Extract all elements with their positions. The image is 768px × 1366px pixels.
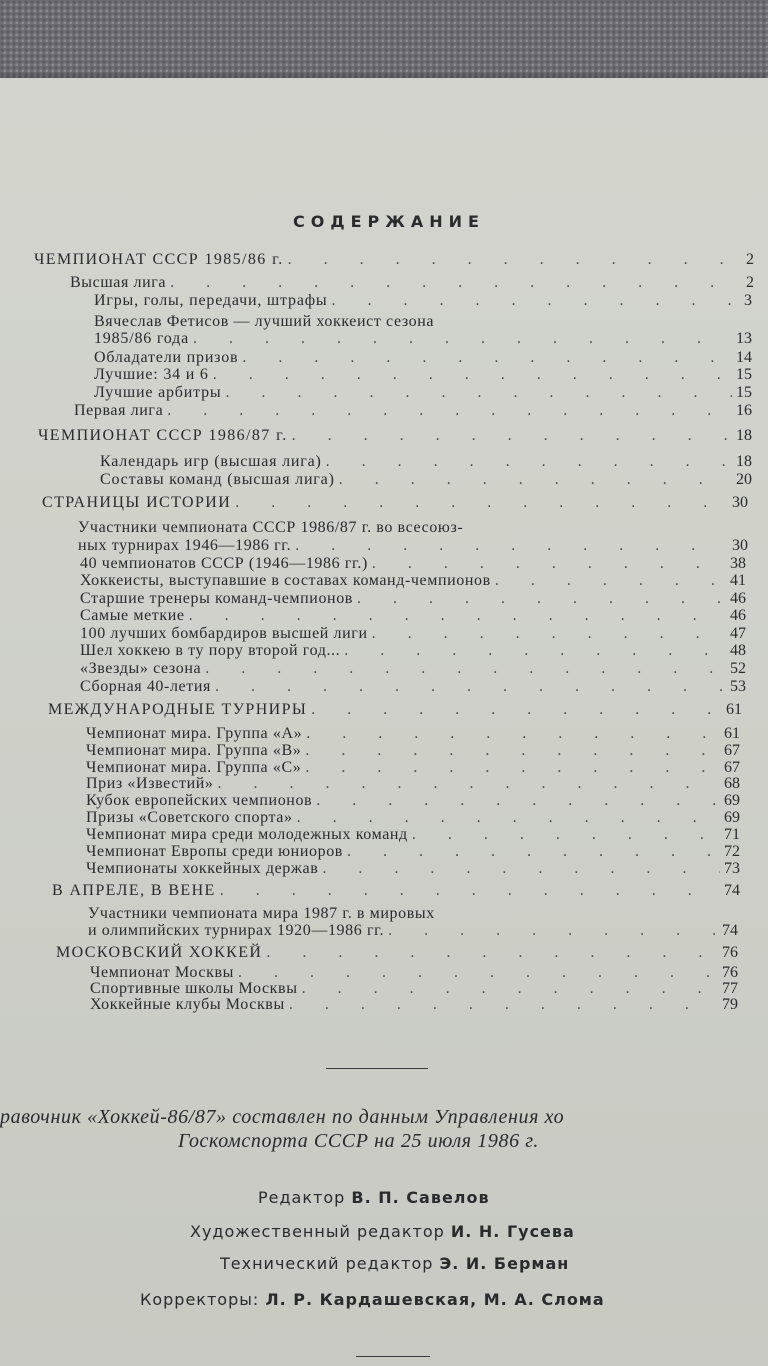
toc-entry: ных турнирах 1946—1986 гг. . . . 30 bbox=[78, 537, 748, 557]
toc-entry-line: Вячеслав Фетисов — лучший хоккеист сезона bbox=[94, 313, 435, 330]
toc-entry-line: Участники чемпионата СССР 1986/87 г. во всесоюз- bbox=[78, 519, 464, 536]
toc-entry: Высшая лига . . . 2 bbox=[70, 274, 754, 294]
toc-entry: «Звезды» сезона . . . 52 bbox=[80, 660, 746, 680]
credit-editor: Редактор В. П. Савелов bbox=[258, 1188, 490, 1207]
toc-entry-line: Участники чемпионата мира 1987 г. в мировых bbox=[88, 905, 435, 922]
toc-entry: Шел хоккею в ту пору второй год... . . . 48 bbox=[80, 642, 746, 662]
toc-entry: 40 чемпионатов СССР (1946—1986 гг.) . . . 38 bbox=[80, 555, 746, 575]
toc-section-moscow: МОСКОВСКИЙ ХОККЕЙ . . . 76 bbox=[56, 944, 738, 964]
toc-entry: Игры, голы, передачи, штрафы . . . 3 bbox=[94, 292, 752, 312]
reference-note-line-1: равочник «Хоккей-86/87» составлен по данным Управления хо bbox=[0, 1106, 565, 1128]
toc-entry: Хоккейные клубы Москвы . . . 79 bbox=[90, 996, 738, 1016]
toc-entry: Календарь игр (высшая лига) . . . 18 bbox=[100, 453, 752, 473]
toc-entry: Сборная 40-летия . . . 53 bbox=[80, 678, 746, 698]
toc-section-history: СТРАНИЦЫ ИСТОРИИ . . . 30 bbox=[42, 494, 748, 514]
toc-entry: Чемпионат мира. Группа «В» . . . 67 bbox=[86, 742, 740, 762]
toc-entry: 1985/86 года . . . 13 bbox=[94, 330, 752, 350]
toc-entry: Кубок европейских чемпионов . . . 69 bbox=[86, 792, 740, 812]
toc-entry: Лучшие: 34 и 6 . . . 15 bbox=[94, 366, 752, 386]
contents-heading: СОДЕРЖАНИЕ bbox=[293, 212, 485, 231]
divider-bottom bbox=[356, 1356, 430, 1357]
book-page bbox=[0, 78, 768, 1366]
toc-entry: Чемпионат мира. Группа «А» . . . 61 bbox=[86, 725, 740, 745]
background-fabric bbox=[0, 0, 768, 84]
toc-entry: 100 лучших бомбардиров высшей лиги . . . 47 bbox=[80, 625, 746, 645]
toc-section-vienna: В АПРЕЛЕ, В ВЕНЕ . . . 74 bbox=[52, 882, 740, 902]
toc-entry: Старшие тренеры команд-чемпионов . . . 46 bbox=[80, 590, 746, 610]
credit-tech-editor: Технический редактор Э. И. Берман bbox=[220, 1254, 570, 1273]
toc-entry: Приз «Известий» . . . 68 bbox=[86, 775, 740, 795]
toc-entry: Призы «Советского спорта» . . . 69 bbox=[86, 809, 740, 829]
toc-entry: Чемпионаты хоккейных держав . . . 73 bbox=[86, 860, 740, 880]
toc-entry: Составы команд (высшая лига) . . . 20 bbox=[100, 471, 752, 491]
credit-proofreaders: Корректоры: Л. Р. Кардашевская, М. А. Слома bbox=[140, 1290, 605, 1309]
toc-entry: Обладатели призов . . . 14 bbox=[94, 349, 752, 369]
toc-entry: Хоккеисты, выступавшие в составах команд-чемпионов . . . 41 bbox=[80, 572, 746, 592]
divider bbox=[326, 1068, 428, 1069]
toc-entry: и олимпийских турнирах 1920—1986 гг. . . . 74 bbox=[88, 922, 738, 942]
toc-entry: Лучшие арбитры . . . 15 bbox=[94, 384, 752, 404]
toc-entry: Чемпионат Москвы . . . 76 bbox=[90, 964, 738, 984]
toc-entry: Чемпионат мира. Группа «С» . . . 67 bbox=[86, 759, 740, 779]
credit-art-editor: Художественный редактор И. Н. Гусева bbox=[190, 1222, 575, 1241]
reference-note-line-2: Госкомспорта СССР на 25 июля 1986 г. bbox=[178, 1130, 540, 1152]
toc-section-1985-86: ЧЕМПИОНАТ СССР 1985/86 г. . . . 2 bbox=[34, 251, 754, 271]
toc-section-1986-87: ЧЕМПИОНАТ СССР 1986/87 г. . . . 18 bbox=[38, 427, 752, 447]
toc-entry: Спортивные школы Москвы . . . 77 bbox=[90, 980, 738, 1000]
toc-entry: Чемпионат мира среди молодежных команд . . . 71 bbox=[86, 826, 740, 846]
toc-entry: Чемпионат Европы среди юниоров . . . 72 bbox=[86, 843, 740, 863]
toc-section-international: МЕЖДУНАРОДНЫЕ ТУРНИРЫ . . . 61 bbox=[48, 701, 742, 721]
toc-entry: Самые меткие . . . 46 bbox=[80, 607, 746, 627]
toc-entry: Первая лига . . . 16 bbox=[74, 402, 752, 422]
